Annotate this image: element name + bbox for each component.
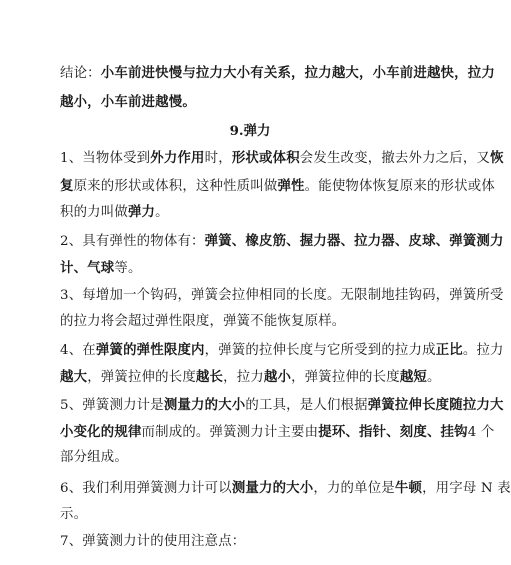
paragraph-4-line-2 <box>60 367 452 388</box>
text-run: 4、在 <box>60 343 96 358</box>
bold-run: 弹簧、橡皮筋、握力器、拉力器、皮球、弹簧测力 <box>204 233 504 249</box>
text-run: 6、我们利用弹簧测力计可以 <box>60 481 232 496</box>
paragraph-2-line-1 <box>60 231 504 252</box>
text-run: 示。 <box>60 507 88 522</box>
bold-run: 形状或体积 <box>231 150 300 166</box>
bold-run: 测量力的大小 <box>231 480 314 496</box>
paragraph-2-line-2 <box>60 258 452 279</box>
conclusion-line-2 <box>60 92 452 113</box>
bold-run: 弹力 <box>127 204 156 220</box>
text-run: 而制成的。弹簧测力计主要由 <box>141 425 319 440</box>
bold-run: 测量力的大小 <box>163 397 246 413</box>
paragraph-1-line-2 <box>60 176 495 197</box>
bold-run: 外力作用 <box>150 150 205 166</box>
bold-run: 越短 <box>399 369 427 385</box>
text-run: ，弹簧拉伸的长度 <box>291 370 400 385</box>
bold-run: 弹簧拉伸长度随拉力大 <box>367 397 504 413</box>
text-run: ，弹簧的拉伸长度与它所受到的拉力成 <box>204 343 436 358</box>
section-title: 9.弹力 <box>229 123 271 139</box>
conclusion-line-1 <box>60 63 495 84</box>
bold-run: 小车前进快慢与拉力大小有关系，拉力越大，小车前进越快，拉力 <box>100 65 495 81</box>
text-run: 。能使物体恢复原来的形状或体 <box>304 179 495 194</box>
paragraph-6-line-1 <box>60 478 511 499</box>
text-run: 2、具有弹性的物体有： <box>60 234 205 249</box>
paragraph-3-line-2 <box>60 312 452 332</box>
paragraph-5-line-2 <box>60 422 495 443</box>
text-run: 。拉力 <box>462 343 504 358</box>
paragraph-1-line-3 <box>60 202 452 223</box>
text-run: ，弹簧拉伸的长度 <box>87 370 196 385</box>
paragraph-4-line-1 <box>60 340 504 361</box>
text-run: 原来的形状或体积，这种性质叫做 <box>73 179 278 194</box>
text-run: 等。 <box>114 261 142 276</box>
bold-run: 小变化的规律 <box>60 424 142 440</box>
paragraph-6-line-2 <box>60 505 452 525</box>
text-run: 会发生改变，撤去外力之后，又 <box>299 151 491 166</box>
bold-run: 越小 <box>263 369 292 385</box>
text-run: 时， <box>204 151 232 166</box>
text-run: 积的力叫做 <box>60 205 128 220</box>
text-run: ，拉力 <box>223 370 264 385</box>
text-run: 的拉力将会超过弹性限度，弹簧不能恢复原样。 <box>60 314 346 329</box>
text-run: 1、当物体受到 <box>60 151 151 166</box>
bold-run: 牛顿 <box>394 480 423 496</box>
text-run: 5、弹簧测力计是 <box>60 398 164 413</box>
text-run: 4 个 <box>467 425 495 440</box>
text-run: ，用字母 N 表 <box>422 481 511 496</box>
bold-run: 越小，小车前进越慢。 <box>60 94 196 110</box>
bold-run: 计、气球 <box>60 260 115 276</box>
bold-run: 恢 <box>490 150 504 166</box>
bold-run: 越大 <box>60 369 88 385</box>
text-run: 3、每增加一个钩码，弹簧会拉伸相同的长度。无限制地挂钩码，弹簧所受 <box>60 288 504 303</box>
bold-run: 弹簧的弹性限度内 <box>95 342 205 358</box>
text-run: 的工具，是人们根据 <box>245 398 368 413</box>
paragraph-5-line-3 <box>60 448 452 468</box>
text-run: 。 <box>427 370 441 385</box>
paragraph-3-line-1 <box>60 286 504 306</box>
paragraph-1-line-1 <box>60 148 504 169</box>
text-run: 7、弹簧测力计的使用注意点： <box>60 534 246 549</box>
text-run: 部分组成。 <box>60 450 128 465</box>
bold-run: 弹性 <box>277 178 305 194</box>
bold-run: 越长 <box>195 369 224 385</box>
text-run: 结论： <box>60 66 101 81</box>
paragraph-7-line-1 <box>60 532 452 552</box>
paragraph-5-line-1 <box>60 395 504 416</box>
text-run: ，力的单位是 <box>313 481 395 496</box>
text-run: 。 <box>155 205 169 220</box>
bold-run: 正比 <box>435 342 463 358</box>
bold-run: 提环、指针、刻度、挂钩 <box>318 424 468 440</box>
bold-run: 复 <box>60 178 74 194</box>
